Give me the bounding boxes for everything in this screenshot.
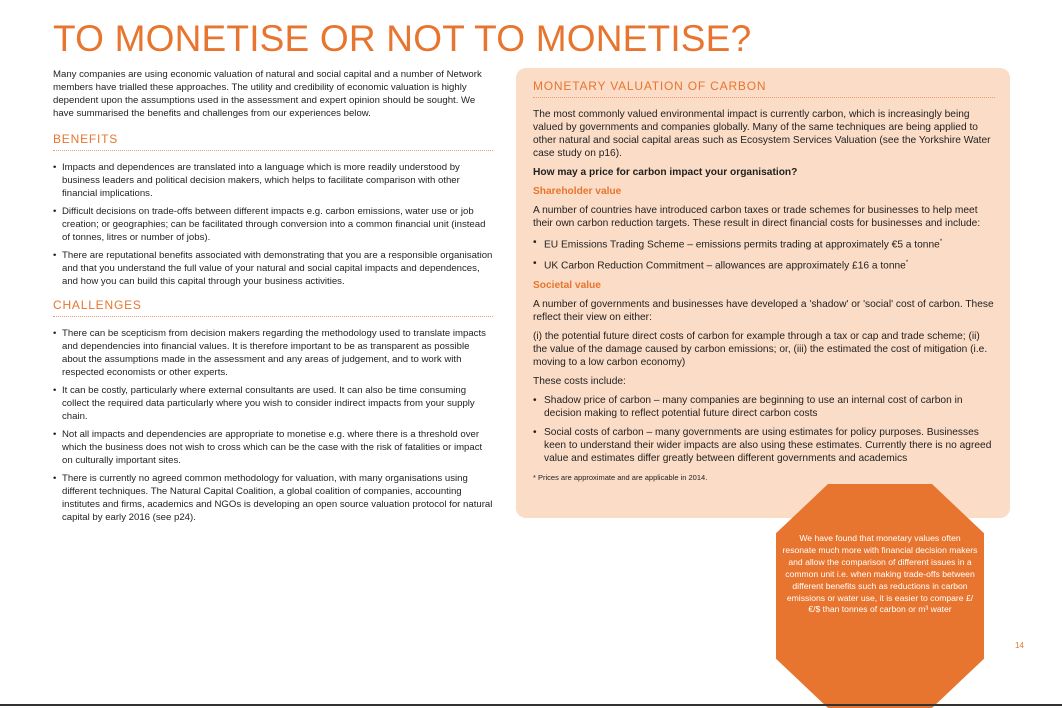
challenge-item: • There is currently no agreed common methodology for valuation, with many organisations using different techniques. The Natural Capital Coalition, a global coalition of companies, accounting institutes and firms, academics and NGOs is developing an open source valuation protocol for natural capital by early 2016 (see p24). bbox=[53, 472, 493, 524]
carbon-box-heading: MONETARY VALUATION OF CARBON bbox=[533, 80, 995, 98]
societal-item: • Shadow price of carbon – many companies are beginning to use an internal cost of carbon in decision making to reflect potential future direct carbon costs bbox=[533, 394, 995, 420]
shareholder-item-text: UK Carbon Reduction Commitment – allowances are approximately £16 a tonne bbox=[544, 260, 906, 272]
societal-item: • Social costs of carbon – many governments are using estimates for policy purposes. Businesses keen to understand their wider impacts are also using these estimates. Currently there is no agreed value and estimates differ greatly between different governments and academics bbox=[533, 426, 995, 465]
challenge-item: • It can be costly, particularly where external consultants are used. It can also be time consuming collect the required data particularly where you wish to consider indirect impacts from your supply chain. bbox=[53, 384, 493, 423]
societal-text: A number of governments and businesses have developed a 'shadow' or 'social' cost of carbon. These reflect their view on either: bbox=[533, 298, 994, 323]
challenge-item: • Not all impacts and dependencies are appropriate to monetise e.g. where there is a threshold over which the business does not wish to cross which can be the case with the risk of fatalities or impact on culturally important sites. bbox=[53, 428, 493, 467]
shareholder-item-text: EU Emissions Trading Scheme – emissions permits trading at approximately €5 a tonne bbox=[544, 239, 940, 251]
benefit-item: • Difficult decisions on trade-offs between different impacts e.g. carbon emissions, water use or job creation; or geographies; can be facilitated through conversion into a common financial unit (instead of tonnes, litres or number of jobs). bbox=[53, 205, 493, 244]
price-marker: * bbox=[905, 260, 909, 267]
challenges-list bbox=[53, 327, 493, 524]
left-column bbox=[53, 68, 493, 535]
societal-options: (i) the potential future direct costs of carbon for example through a tax or cap and trade scheme; (ii) the value of the damage caused by carbon emissions; or, (iii) the estimated the cost of mitigation (i.e. moving to a low carbon economy) bbox=[533, 330, 988, 368]
societal-heading: Societal value bbox=[533, 279, 601, 291]
bottom-divider bbox=[0, 704, 1062, 706]
challenge-item: • There can be scepticism from decision makers regarding the methodology used to translate impacts and dependencies into financial values. It is therefore important to be as transparent as possible about the assumptions made in the assessment and any areas of judgement, and to work with respected economists or other experts. bbox=[53, 327, 493, 379]
price-marker: * bbox=[939, 239, 943, 245]
benefits-list bbox=[53, 161, 493, 288]
shareholder-item bbox=[533, 257, 995, 272]
costs-include: These costs include: bbox=[533, 375, 626, 387]
societal-list bbox=[533, 394, 995, 465]
shareholder-item bbox=[533, 236, 995, 251]
carbon-valuation-box bbox=[516, 68, 1010, 518]
page-number: 14 bbox=[1015, 641, 1024, 650]
shareholder-list bbox=[533, 236, 995, 273]
shareholder-text: A number of countries have introduced carbon taxes or trade schemes for businesses to help meet their own carbon reduction targets. These result in direct financial costs for businesses and include: bbox=[533, 205, 981, 229]
benefits-heading: BENEFITS bbox=[53, 133, 493, 151]
price-footnote: * Prices are approximate and are applicable in 2014. bbox=[533, 472, 708, 482]
callout-text: We have found that monetary values often resonate much more with financial decision makers and allow the comparison of different issues in a common unit i.e. when making trade-offs between different benefits such as reductions in carbon emissions or water use, it is easier to compare £/€/$ than tonnes of carbon or m³ water bbox=[782, 533, 978, 615]
benefit-item: • There are reputational benefits associated with demonstrating that you are a responsible organisation and that you understand the full value of your natural and social capital impacts and dependences, and how you can build this capital through your business activities. bbox=[53, 249, 493, 288]
page-title: TO MONETISE OR NOT TO MONETISE? bbox=[53, 18, 752, 59]
shareholder-heading: Shareholder value bbox=[533, 186, 622, 197]
carbon-intro: The most commonly valued environmental impact is currently carbon, which is increasingly being valued by governments and companies globally. Many of the same techniques are being applied to other natural and social capital areas such as Ecosystem Services Valuation (see the Yorkshire Water case study on p16). bbox=[533, 109, 991, 159]
benefit-item: • Impacts and dependences are translated into a language which is more readily understood by business leaders and political decision makers, which helps to facilitate comparison with other financial implications. bbox=[53, 161, 493, 200]
carbon-question: How may a price for carbon impact your organisation? bbox=[533, 167, 798, 178]
intro-paragraph: Many companies are using economic valuation of natural and social capital and a number of Network members have trialled these approaches. The utility and credibility of economic valuation is highly dependent upon the assumptions used in the assessment and expert opinion should be sought. We have summarised the benefits and challenges from our experiences below. bbox=[53, 69, 482, 119]
challenges-heading: CHALLENGES bbox=[53, 299, 493, 317]
